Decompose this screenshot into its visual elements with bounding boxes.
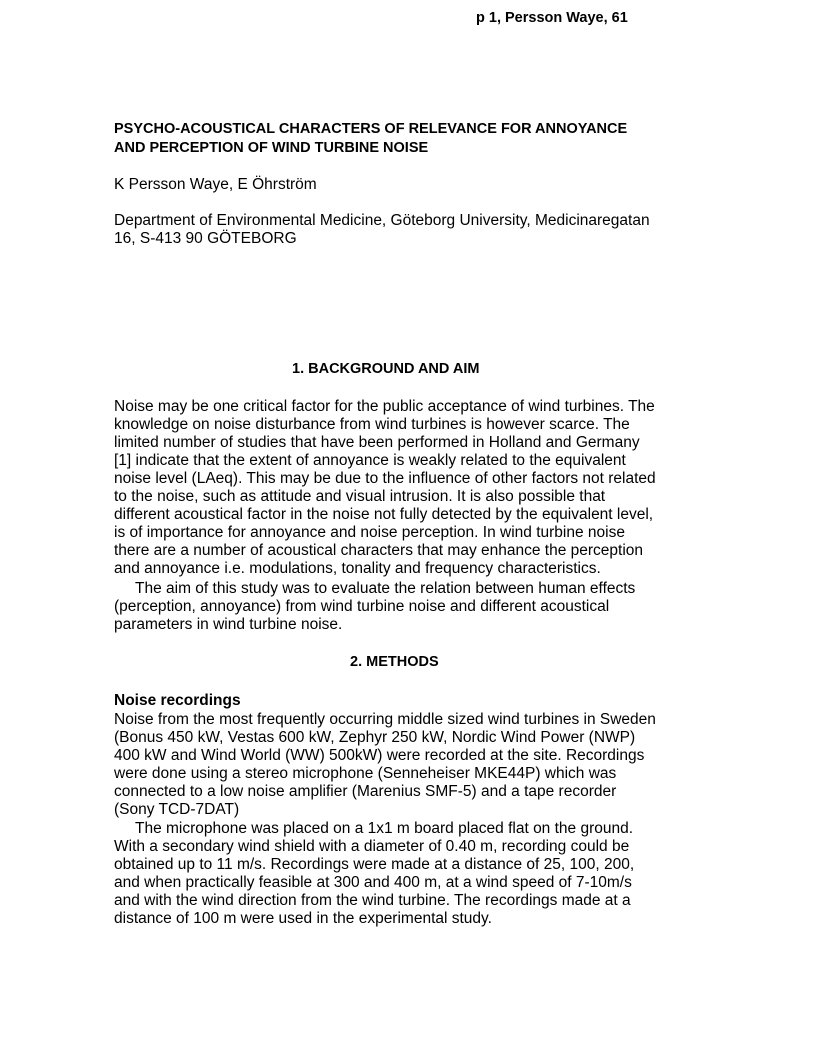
text-line: (Bonus 450 kW, Vestas 600 kW, Zephyr 250 kW, Nordic Wind Power (NWP) <box>114 729 636 746</box>
text-line: The aim of this study was to evaluate the relation between human effects <box>135 580 636 597</box>
affiliation <box>114 212 714 248</box>
subheading-noise-recordings: Noise recordings <box>114 692 241 709</box>
paragraph-aim <box>114 580 694 634</box>
text-line: knowledge on noise disturbance from wind turbines is however scarce. The <box>114 416 630 433</box>
title-line: PSYCHO-ACOUSTICAL CHARACTERS OF RELEVANCE FOR ANNOYANCE <box>114 121 628 137</box>
text-line: connected to a low noise amplifier (Marenius SMF-5) and a tape recorder <box>114 783 617 800</box>
text-line: With a secondary wind shield with a diameter of 0.40 m, recording could be <box>114 838 630 855</box>
text-line: parameters in wind turbine noise. <box>114 616 343 633</box>
authors: K Persson Waye, E Öhrström <box>114 176 317 193</box>
text-line: and when practically feasible at 300 and 400 m, at a wind speed of 7-10m/s <box>114 874 632 891</box>
text-line: limited number of studies that have been performed in Holland and Germany <box>114 434 640 451</box>
paper-title <box>114 120 714 158</box>
text-line: obtained up to 11 m/s. Recordings were made at a distance of 25, 100, 200, <box>114 856 635 873</box>
text-line: there are a number of acoustical characters that may enhance the perception <box>114 542 644 559</box>
paragraph-recordings <box>114 711 694 819</box>
section-heading-background: 1. BACKGROUND AND AIM <box>292 361 480 377</box>
text-line: and with the wind direction from the wind turbine. The recordings made at a <box>114 892 631 909</box>
text-line: and annoyance i.e. modulations, tonality and frequency characteristics. <box>114 560 601 577</box>
text-line: to the noise, such as attitude and visual intrusion. It is also possible that <box>114 488 606 505</box>
section-heading-methods: 2. METHODS <box>350 654 439 670</box>
text-line: noise level (LAeq). This may be due to the influence of other factors not related <box>114 470 656 487</box>
text-line: (perception, annoyance) from wind turbine noise and different acoustical <box>114 598 610 615</box>
text-line: [1] indicate that the extent of annoyance is weakly related to the equivalent <box>114 452 626 469</box>
page-header: p 1, Persson Waye, 61 <box>476 10 628 26</box>
text-line: different acoustical factor in the noise not fully detected by the equivalent level, <box>114 506 654 523</box>
text-line: (Sony TCD-7DAT) <box>114 801 240 818</box>
text-line: The microphone was placed on a 1x1 m board placed flat on the ground. <box>135 820 634 837</box>
affiliation-line: 16, S-413 90 GÖTEBORG <box>114 230 297 247</box>
text-line: Noise from the most frequently occurring middle sized wind turbines in Sweden <box>114 711 656 728</box>
title-line: AND PERCEPTION OF WIND TURBINE NOISE <box>114 140 429 156</box>
paragraph-microphone <box>114 820 694 928</box>
text-line: distance of 100 m were used in the experimental study. <box>114 910 492 927</box>
text-line: 400 kW and Wind World (WW) 500kW) were recorded at the site. Recordings <box>114 747 645 764</box>
text-line: were done using a stereo microphone (Senneheiser MKE44P) which was <box>114 765 617 782</box>
paragraph-background <box>114 398 694 578</box>
affiliation-line: Department of Environmental Medicine, Göteborg University, Medicinaregatan <box>114 212 650 229</box>
text-line: is of importance for annoyance and noise perception. In wind turbine noise <box>114 524 625 541</box>
text-line: Noise may be one critical factor for the public acceptance of wind turbines. The <box>114 398 655 415</box>
